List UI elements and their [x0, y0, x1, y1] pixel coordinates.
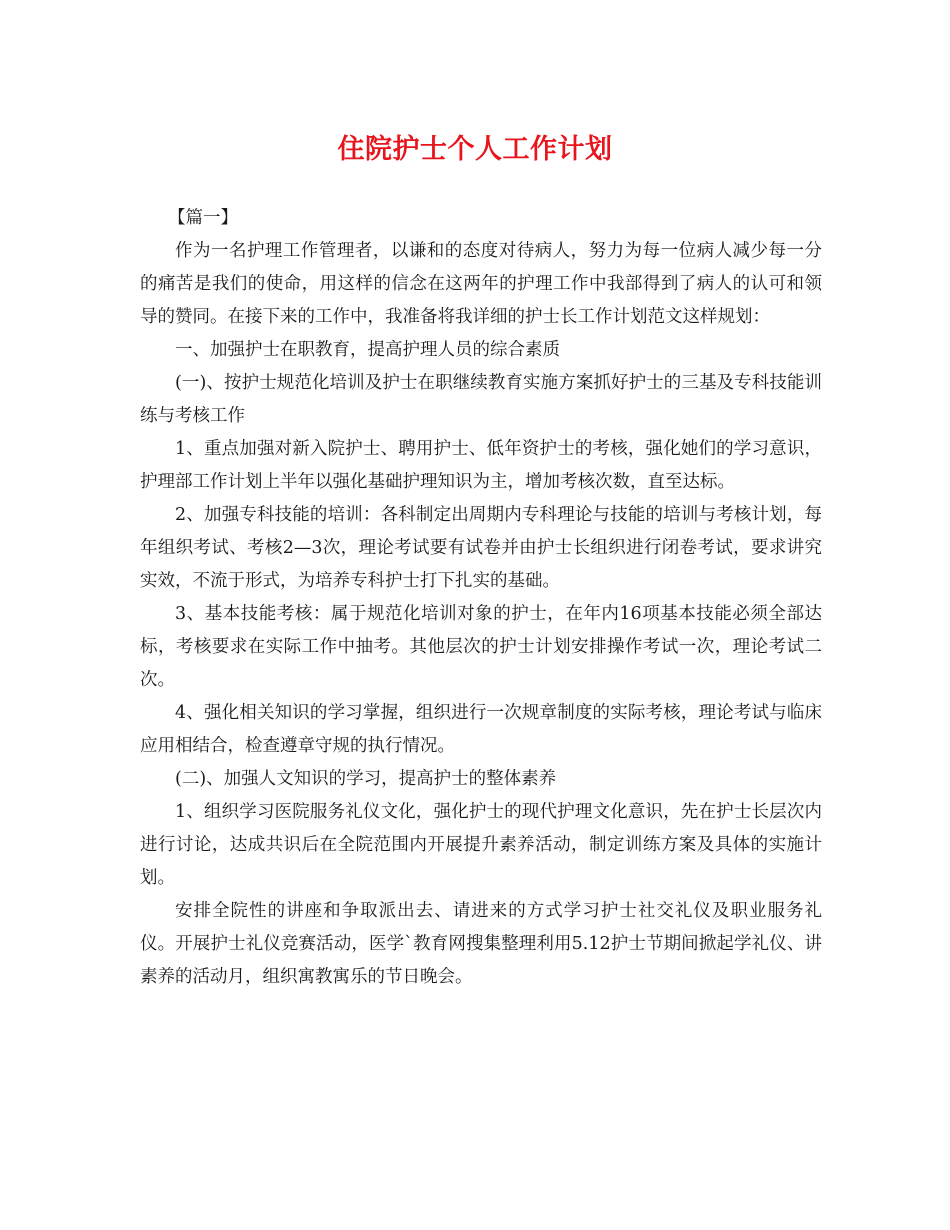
paragraph-item-5: 1、组织学习医院服务礼仪文化，强化护士的现代护理文化意识，先在护士长层次内进行讨论，达成共识后在全院范围内开展提升素养活动，制定训练方案及具体的实施计划。 — [140, 802, 822, 888]
subheading-1: (一)、按护士规范化培训及护士在职继续教育实施方案抓好护士的三基及专科技能训练与考核工作 — [140, 373, 822, 426]
paragraph-item-3: 3、基本技能考核：属于规范化培训对象的护士，在年内16项基本技能必须全部达标，考核要求在实际工作中抽考。其他层次的护士计划安排操作考试一次，理论考试二次。 — [140, 604, 822, 690]
section-label: 【篇一】 — [168, 208, 238, 228]
paragraph-item-1: 1、重点加强对新入院护士、聘用护士、低年资护士的考核，强化她们的学习意识，护理部工作计划上半年以强化基础护理知识为主，增加考核次数，直至达标。 — [140, 439, 822, 492]
document-title: 住院护士个人工作计划 — [337, 134, 613, 165]
paragraph-item-2: 2、加强专科技能的培训：各科制定出周期内专科理论与技能的培训与考核计划，每年组织考试、考核2—3次，理论考试要有试卷并由护士长组织进行闭卷考试，要求讲究实效，不流于形式，为培养专科护士打下扎实的基础。 — [140, 505, 822, 591]
paragraph-item-4: 4、强化相关知识的学习掌握，组织进行一次规章制度的实际考核，理论考试与临床应用相结合，检查遵章守规的执行情况。 — [140, 703, 822, 756]
paragraph-item-6: 安排全院性的讲座和争取派出去、请进来的方式学习护士社交礼仪及职业服务礼仪。开展护士礼仪竞赛活动，医学`教育网搜集整理利用5.12护士节期间掀起学礼仪、讲素养的活动月，组织寓教寓乐的节日晚会。 — [140, 901, 822, 987]
document-body — [140, 202, 822, 994]
heading-section-1: 一、加强护士在职教育，提高护理人员的综合素质 — [175, 340, 560, 360]
paragraph-intro: 作为一名护理工作管理者，以谦和的态度对待病人，努力为每一位病人减少每一分的痛苦是我们的使命，用这样的信念在这两年的护理工作中我部得到了病人的认可和领导的赞同。在接下来的工作中，我准备将我详细的护士长工作计划范文这样规划： — [140, 241, 822, 327]
subheading-2: (二)、加强人文知识的学习，提高护士的整体素养 — [175, 769, 557, 789]
